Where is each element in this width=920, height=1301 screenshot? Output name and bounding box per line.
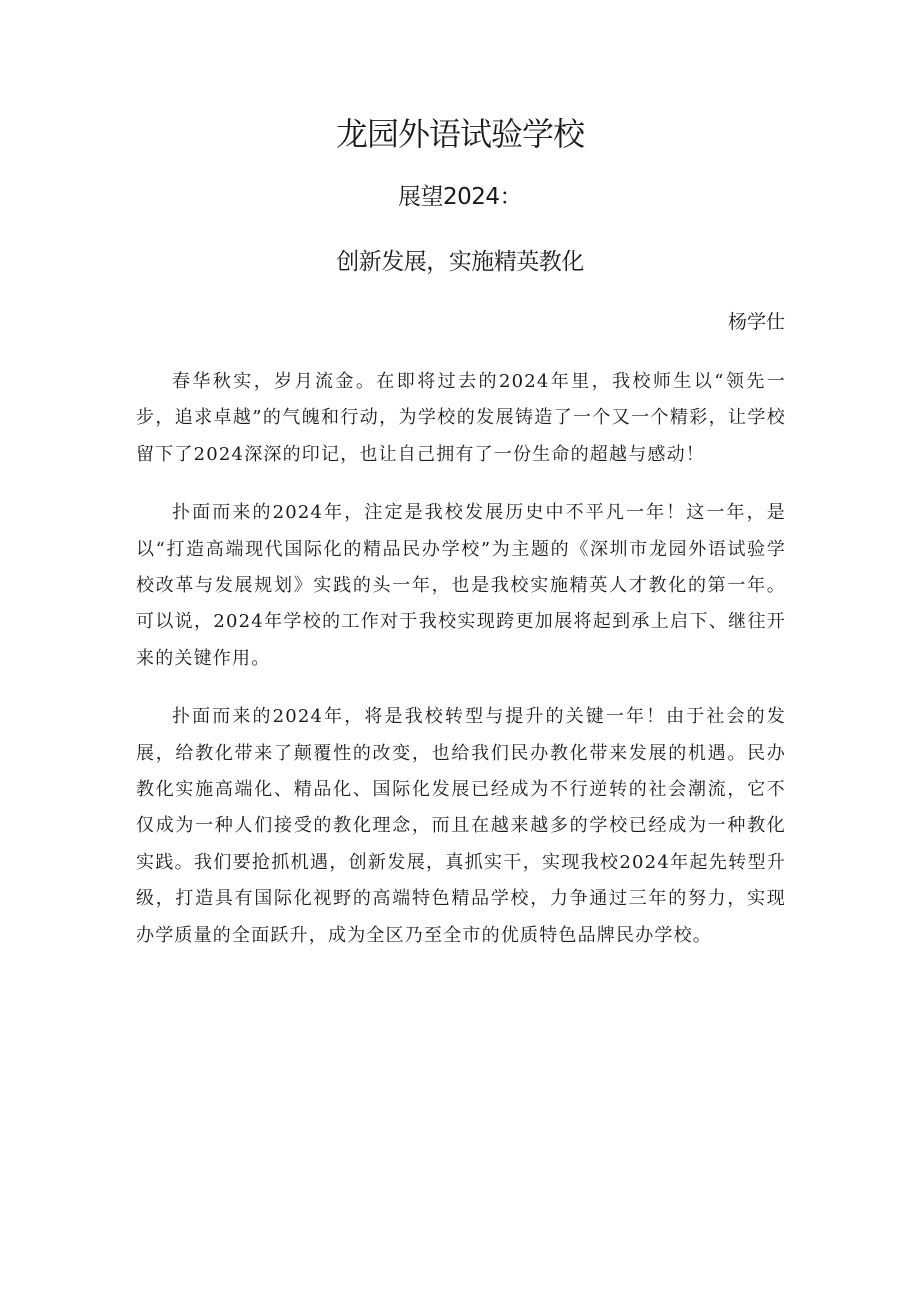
- paragraph-1: 春华秋实，岁月流金。在即将过去的2024年里，我校师生以“领先一步，追求卓越”的气魄和行动，为学校的发展铸造了一个又一个精彩，让学校留下了2024深深的印记，也让自己拥有了一份生命的超越与感动！: [136, 371, 786, 465]
- paragraph-3: 扑面而来的2024年，将是我校转型与提升的关键一年！由于社会的发展，给教化带来了颠覆性的改变，也给我们民办教化带来发展的机遇。民办教化实施高端化、精品化、国际化发展已经成为不行逆转的社会潮流，它不仅成为一种人们接受的教化理念，而且在越来越多的学校已经成为一种教化实践。我们要抢抓机遇，创新发展，真抓实干，实现我校2024年起先转型升级，打造具有国际化视野的高端特色精品学校，力争通过三年的努力，实现办学质量的全面跃升，成为全区乃至全市的优质特色品牌民办学校。: [136, 706, 786, 946]
- paragraph-2: 扑面而来的2024年，注定是我校发展历史中不平凡一年！这一年，是以“打造高端现代国际化的精品民办学校”为主题的《深圳市龙园外语试验学校改革与发展规划》实践的头一年，也是我校实施精英人才教化的第一年。可以说，2024年学校的工作对于我校实现跨更加展将起到承上启下、继往开来的关键作用。: [136, 502, 786, 669]
- author-name: 杨学仕: [727, 311, 785, 333]
- document-subtitle-theme: 创新发展，实施精英教化: [336, 249, 584, 275]
- document-title: 龙园外语试验学校: [335, 115, 584, 153]
- document-subtitle-year: 展望2024：: [397, 184, 523, 210]
- document-body: [136, 364, 786, 976]
